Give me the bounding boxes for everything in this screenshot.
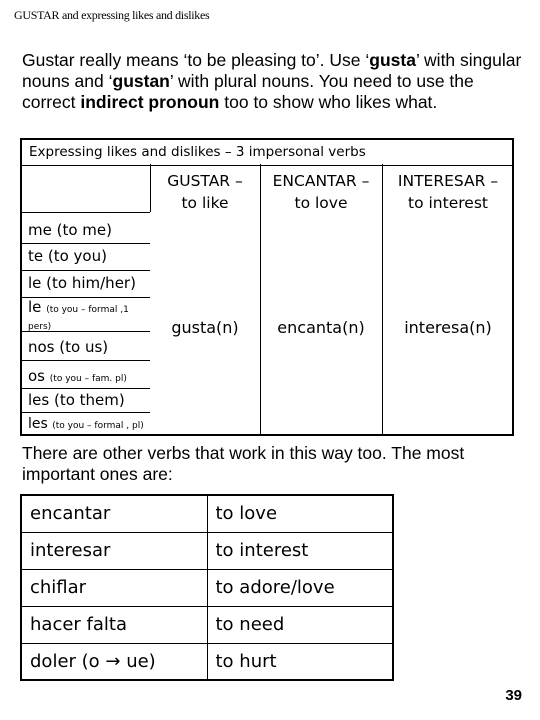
similar-verbs-table (20, 494, 394, 681)
spanish-verb: doler (o → ue) (21, 643, 207, 680)
page-number: 39 (505, 687, 522, 704)
form-encanta: encanta(n) (277, 318, 365, 337)
page-header-title: GUSTAR and expressing likes and dislikes (14, 8, 210, 22)
pronoun-nos: nos (to us) (28, 338, 109, 356)
intro-paragraph: Gustar really means ‘to be pleasing to’. Use ‘gusta’ with singular nouns and ‘gustan’ with plural nouns. You need to use the correct indirect pronoun too to show who likes what. (22, 50, 522, 112)
pronoun-les-formal: les (to you – formal , pl) (28, 416, 144, 432)
form-gusta: gusta(n) (171, 318, 239, 337)
table-row (21, 532, 393, 569)
column-header-encantar: ENCANTAR – to love (272, 172, 370, 212)
english-meaning: to need (207, 606, 393, 643)
row-divider (22, 243, 150, 244)
pronoun-le-formal: le (to you – formal ,1 pers) (28, 298, 129, 332)
form-interesa: interesa(n) (404, 318, 492, 337)
table-row (21, 495, 393, 532)
english-meaning: to hurt (207, 643, 393, 680)
pronoun-te: te (to you) (28, 247, 107, 265)
row-divider (22, 270, 150, 271)
column-header-gustar: GUSTAR – to like (167, 172, 243, 212)
row-divider (22, 360, 150, 361)
spanish-verb: hacer falta (21, 606, 207, 643)
table-row (21, 569, 393, 606)
impersonal-verbs-table (20, 138, 514, 436)
pronoun-os: os (to you – fam. pl) (28, 367, 127, 385)
column-header-interesar: INTERESAR – to interest (397, 172, 499, 212)
table-row (21, 606, 393, 643)
spanish-verb: interesar (21, 532, 207, 569)
pronoun-les: les (to them) (28, 391, 125, 409)
english-meaning: to adore/love (207, 569, 393, 606)
table-row (21, 643, 393, 680)
gusta-term: gusta (369, 50, 416, 70)
indirect-pronoun-term: indirect pronoun (80, 92, 220, 112)
spanish-verb: chiflar (21, 569, 207, 606)
row-divider (22, 412, 150, 413)
english-meaning: to love (207, 495, 393, 532)
pronoun-le: le (to him/her) (28, 274, 136, 292)
table-caption: Expressing likes and dislikes – 3 impersonal verbs (22, 140, 512, 166)
row-divider (22, 388, 150, 389)
row-divider (22, 212, 150, 213)
gustan-term: gustan (112, 71, 170, 91)
english-meaning: to interest (207, 532, 393, 569)
outro-paragraph: There are other verbs that work in this way too. The most important ones are: (22, 443, 465, 484)
pronoun-me: me (to me) (28, 221, 112, 239)
spanish-verb: encantar (21, 495, 207, 532)
